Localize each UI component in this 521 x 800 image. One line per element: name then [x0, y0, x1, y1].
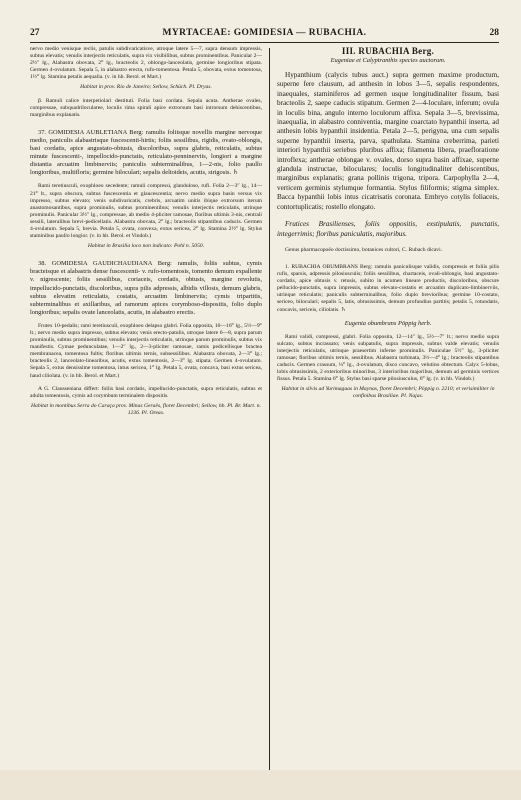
habitat-line: Habitat in prov. Rio de Janeiro; Sellow, Schüch. Pl. Dryas.	[80, 84, 212, 91]
page-bottom-margin	[0, 770, 521, 800]
genus-heading: III. RUBACHIA Berg.	[341, 46, 435, 56]
species-37-description: Rami teretiusculi, exophloeo secedente; ramuli compressi, glanduloso, rufi. Folia 2—3″ lg., 14—21‴ lt., supra obscura, subtus fuscescentia et glaucescentia; nervo medio supra basin versus vix impresso, subtus elevato; venis subdivaricatis, crebris, arcuatim unitis ibique extrorsum iterum anastomosantibus, supra prominulis, subtus prominentibus; venulis interjectis reticulatis, utrinque prominulis. Panicular 3½″ lg., compressae, ab medio 4-pliciter ramosae, floribus ultimis 3-nis, centrali sessili, lateralibus brevi-pedicellatis. Alabastra obovata, 2‴ lg.; bracteolis stipantibus caducis. Germen 4-ovulatum. Sepala 5, brevia. Petala 5, ovata, convexa, extus sericea, 2‴ lg. Stamina 2½‴ lg. Stylus staminibus paullo longior. (v. in hb. Berol. et Vindob.)	[30, 183, 262, 240]
species-37-habitat: Habitat in Brasilia loco non indicato: Pohl n. 5050.	[87, 243, 205, 250]
page-number-left: 27	[30, 28, 40, 38]
left-column	[30, 46, 262, 417]
variety-note: β. Ramuli calice interpetiolari destituti. Folia basi cordata. Sepala acuta. Antherae ovales, compressae, subquadrilocularee, loculis rima spirali apice extrorsum basi introrsum dehiscentibus, marginibus explanatis.	[30, 97, 262, 118]
running-title: MYRTACEAE: GOMIDESIA — RUBACHIA.	[162, 28, 367, 38]
genus-dedication: Genus pharmacopoëo doctissimo, botanices cultori, C. Rubach dicavi.	[285, 246, 443, 253]
species-1-synonym: Eugenia obumbrans Pöppig herb.	[344, 319, 432, 327]
right-column	[277, 46, 499, 401]
species-1-habitat: Habitat in silvis ad Yurimaguas in Maynas, floret Decembri; Pöppig n. 2210; et verisimiliter in confinibus Brasiliae. Pl. Najas.	[281, 386, 495, 400]
species-38-note: A G. Clausseniana differt: foliis basi cordatis, impellucido-punctatis, supra reticulatis, subtus et adulta tomentosis, cymis ad corymbum terminalem dispositis.	[30, 385, 262, 399]
genus-character: Frutices Brasilienses, foliis oppositis, exstipulatis, punctatis, integerrimis; floribus paniculatis, majoribus.	[277, 220, 499, 238]
column-divider	[269, 48, 270, 770]
species-37-diagnosis: 37. GOMIDESIA AUBLETIANA Berg: ramulis foliisque novellis margine nervoque medio, paniculis alabastrisque fuscescenti-hirtis; foliis sessilibus, rigidis, ovato-oblongis, basi cordatis, apice angustato-obtusis, discoloribus, supra glabris, reticulatis, subtus minute fuscescenti-, impellocido-punctatis, reticulato-penninerviis, longiori a margine distantia arcuatim limbinerviis; paniculis subterminalibus, 1—2-nis, folio paullo longioribus, multifloris; germine biloculari; sepalis deltoideis, acutis, strigosis. ♄	[30, 128, 262, 177]
page-number-right: 28	[489, 28, 499, 38]
continued-description: nervo medio venisque reclis, patulis subdivaricatisve, utroque latere 5—7, supra densum impressis, subtus elevatis; venulis interjectis reticulatis, supra vix visibilibus, subtus prominentibus. Panicular 2—2½″ lg., Alabastra obovata, 2‴ lg., bracteolis 2, oblongo-lanceolatis, germine longioribus stipata. Germen 4-ovulatum. Sepala 5, in alabastro erecta, rufo-tomentosa. Petala 5, obovata, extus tomentosa, 1½‴ lg. Stamina petalis aequalia. (v. in hb. Berol. et Mart.)	[30, 46, 262, 81]
genus-description: Hypanthium (calycis tubus auct.) supra germen maxime productum, superne fere clausum, ad anthesin in lobos 3—5, sepalis respondentes, inaequales, staminiferos ad germen usque longitudinaliter fissum, basi bracteolis 2, saepe caducis stipatum. Germen 2—4-loculare, inferum; ovula in loculis bina, angulo interno loculorum affixa. Sepala 3—5, brevissima, inaequalia, in alabastro conniventia, margine coarctato hypanthii inserta, ad anthesin lobis hypanthii insidentia. Petala 2—5, perigyna, una cum sepalis superne hypanthii inserta, parva, spathulata. Stamina creberrima, parieti interiori hypanthii seriebus pluribus affixa; filamenta libera, praefloratione introflexa; antherae oblongae v. ovales, dorso supra basin affixae, superne glandula instructae, biloculares; loculis longitudinaliter dehiscentibus, marginibus explanatis; grana pollinis trigona, tripora. Carpophylla 2—4, verticem germinis stylumque formantia. Stylus filiformis; stigma simplex. Bacca hypanthii lobis intus cicatrisatis coronata. Embryo cotylis foliaceis, contortuplicatis; rostello elongato.	[277, 71, 499, 211]
species-1-description: Rami validi, compressi, glabri. Folia opposita, 12—14″ lg., 5½—7″ lt.; nervo medio supra sulcato, subtus incrassato; venis subpatulis, supra impressis, subtus valde elevatis; venulis interjectis reticulatis, utrinque praesertim inferne prominulis. Paniculae 5½″ lg., 3-pliciter ramosae; floribus ultimis ternis, sessilibus. Alabastra turbinata, 3½—4‴ lg.; bracteolis stipantibus caducis. Germen crassum, ¼‴ lg., 4-ovulatum, disco concavo, velutino obtectum. Calyx 5-lobus, lobis obtusissimis, 2 exterioribus minoribus, 3 interioribus majoribus, demum ad germinis vertices fissus. Petala 5. Stamina 6‴ lg. Stylus basi sparse pilosiusculus, 6‴ lg. (v. in hb. Vindob.)	[277, 333, 499, 383]
species-38-diagnosis: 38. GOMIDESIA GAUDICHAUDIANA Berg: ramulis, foliis subtus, cymis bracteisque et alabastris dense fuscescenti- v. rufo-tomentosis, tomento demum expallente v. nigrescente; foliis sessilibus, coriaceis, cordatis, obtusis, margine revolutis, impellucido-punctatis, discoloribus, supra pilis adpressis, albidis villosis, demum glabris, subtus elevatim reticulatis, costatis, arcuatim limbinerviis; cymis tripartitis, subterminalibus et axillaribus, ad ramorum apices corymboso-dispositis, folio duplo longioribus; sepalis ovate lanceolatis, acutis, in alabastro erectis.	[30, 260, 262, 316]
genus-synonymy: Eugeniae et Calyptranthis species auctorum.	[330, 57, 446, 64]
header-rule	[30, 42, 499, 43]
species-1-diagnosis: 1. RUBACHIA OBUMBRANS Berg: ramulis paniculisque validis, compressis et foliis pilis rufis, sparsis, adpressis pilosiusculis; foliis sessilibus, chartaceis, ovali-oblongis, basi angustato-cordatis, apice obtusis v. retusis, subito in acumen lineare productis, discoloribus, obscure pellucido-punctatis, supra impressis, subtus elevato-costatis et arcuatim duplicato-limbinerviis, utrinque reticulatis; paniculis subterminalibus, folio duplo brevioribus; germine 10-costato, sericeo, biloculari; sepalis 5, latis, obtusissimis, demum profundius partitis; petalis 5, rotundatis, concavis, sericeis, ciliolatis. ♄	[277, 264, 499, 313]
species-38-habitat: Habitat in montibus Serra do Caraça prov. Minas Geraës, floret Decembri; Sellow, hb. Pl. Br. Mart. n. 1236. Pl. Oreas.	[31, 402, 261, 416]
running-header	[30, 28, 499, 42]
species-38-description: Frutex 10-pedalis; rami teretiusculi, exophloeo delapso glabri. Folia opposita, 10—16‴ lg., 5½—9‴ lt.; nervo medio supra impresso, subtus elevato; venis erecto-patulis, utroque latere 6—8, supra parum prominulis, subtus prominentibus; venulis interjectis reticulatis, utrinque parum prominulis, subtus vix manifestis. Cymae pedunculatae, 1—2″ lg., 2—3-pliciter ramosae, ramis pedicellisque bractea membranacea, tomentosa fultis; floribus ultimis ternis, subsessilibus. Alabastra obovata, 2—3‴ lg.; bracteolis 2, lanceolato-linearibus, acutis, extus tomentosis, 2—3‴ lg. stipata. Germen 4-ovulatum. Sepala 5, extus densissime tomentosa, intus sericea, 1‴ lg. Petala 5, ovata, concava, basi extus sericea, haud ciliolata. (v. in hb. Berol. et Mart.)	[30, 322, 262, 379]
